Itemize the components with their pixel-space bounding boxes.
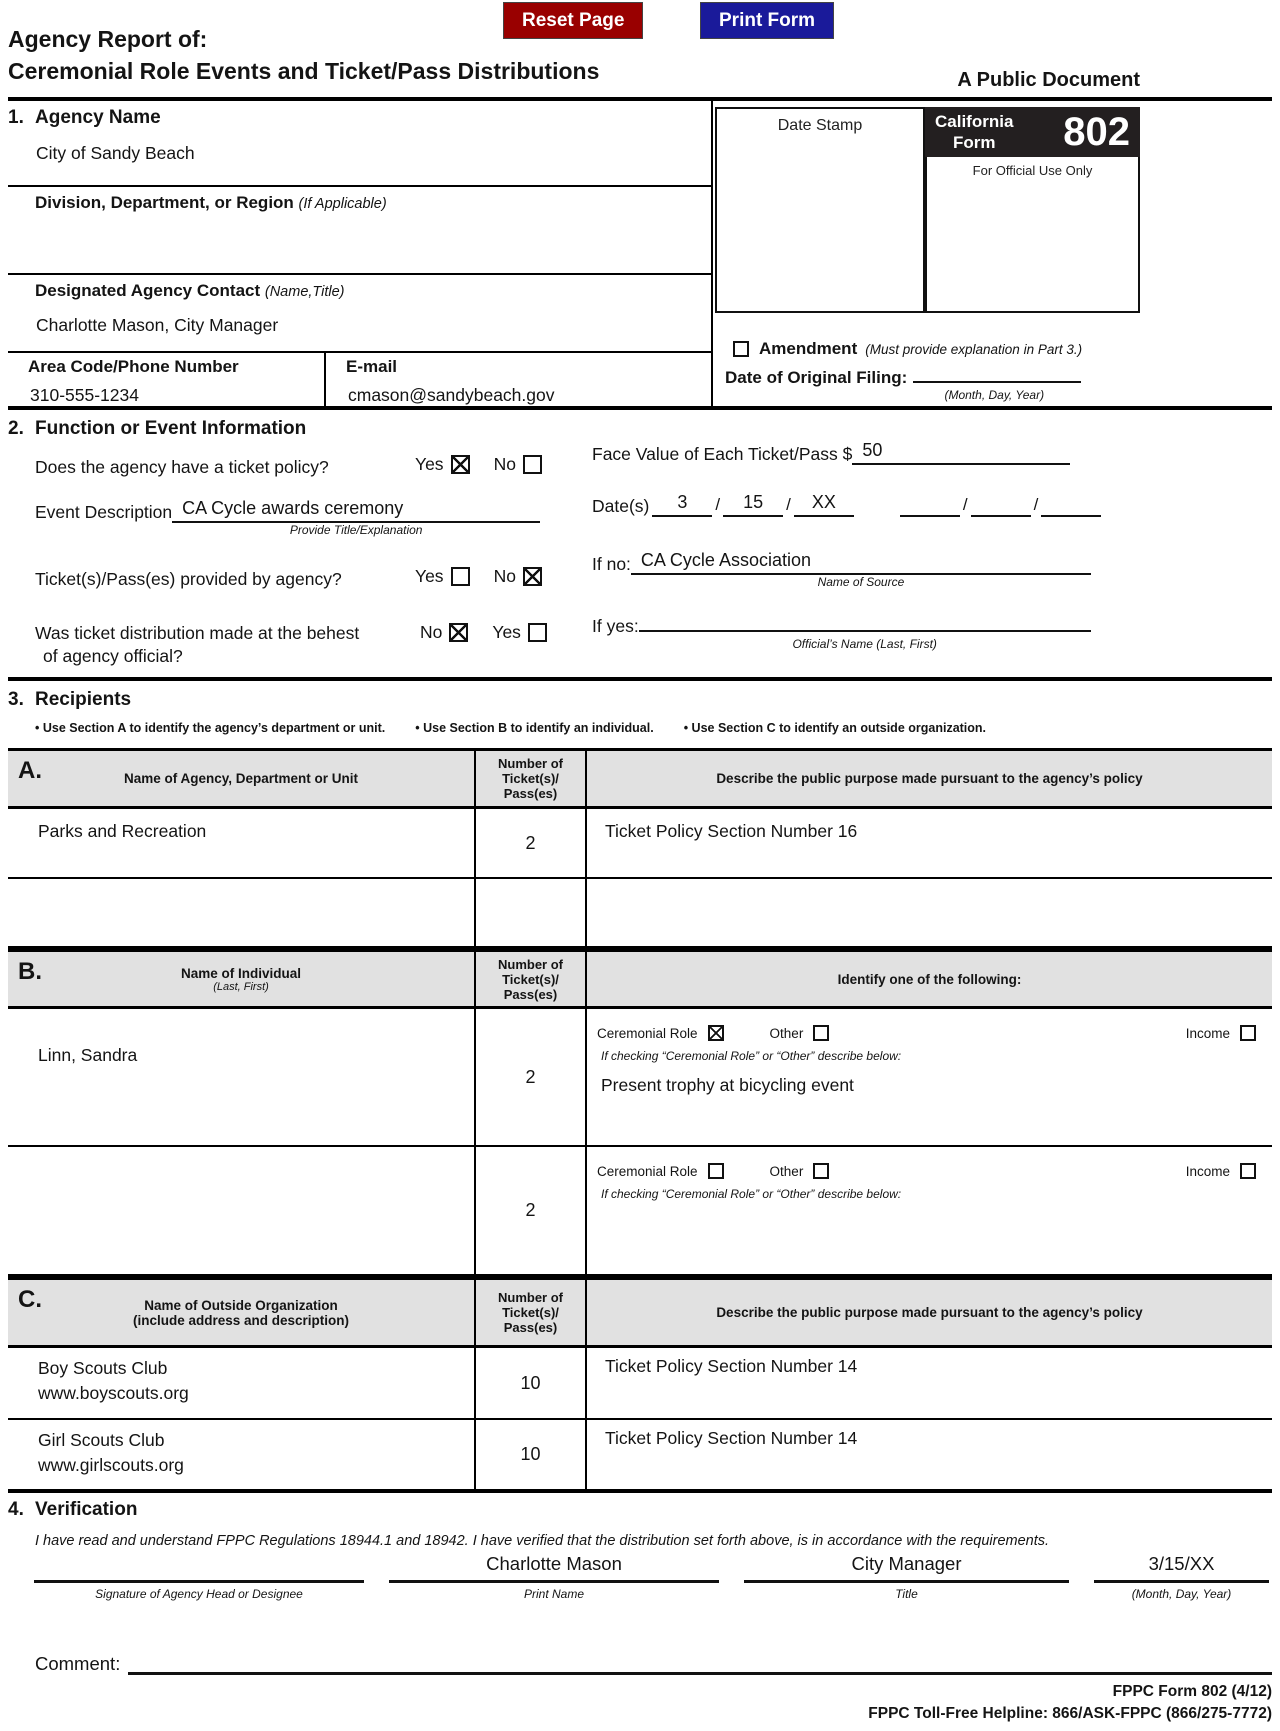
role-description-field[interactable]: Present trophy at bicycling event (601, 1075, 854, 1095)
table-c-letter: C. (18, 1286, 42, 1313)
table-b-col2-header: Number of Ticket(s)/ Pass(es) (476, 952, 587, 1006)
individual-name-field[interactable] (8, 1147, 476, 1274)
official-use-box: For Official Use Only (925, 157, 1140, 313)
no-label: No (420, 622, 443, 642)
ticket-policy-no-checkbox[interactable] (523, 455, 542, 474)
date2-day-field[interactable] (971, 513, 1031, 517)
recipients-table-a (8, 748, 1272, 949)
individual-name-field[interactable]: Linn, Sandra (8, 1009, 476, 1145)
section-3-instructions (35, 721, 1272, 735)
print-name-label: Print Name (523, 1587, 585, 1601)
form-title-line1: Agency Report of: (8, 26, 208, 52)
other-label: Other (769, 1163, 804, 1179)
ticket-count-field[interactable]: 2 (476, 809, 587, 877)
date-day-field[interactable]: 15 (723, 492, 783, 517)
phone-field[interactable]: 310-555-1234 (30, 384, 139, 405)
section-4-title: Verification (35, 1499, 138, 1520)
section-1-number: 1. (8, 107, 24, 128)
table-a-header (8, 751, 1272, 809)
organization-name-field[interactable]: Girl Scouts Club (38, 1430, 165, 1450)
original-filing-field[interactable] (913, 363, 1081, 383)
source-note: Name of Source (817, 575, 905, 589)
organization-url-field[interactable]: www.boyscouts.org (38, 1383, 189, 1403)
no-label: No (493, 454, 516, 474)
public-purpose-field[interactable]: Ticket Policy Section Number 14 (605, 1428, 858, 1448)
section-1-heading (8, 107, 711, 129)
tickets-provided-answer (415, 566, 542, 587)
section-3-recipients (8, 681, 1272, 1493)
contact-block (8, 275, 711, 353)
organization-url-field[interactable]: www.girlscouts.org (38, 1455, 184, 1475)
yes-label: Yes (492, 622, 521, 642)
public-purpose-field[interactable]: Ticket Policy Section Number 14 (605, 1356, 858, 1376)
verification-date-label: (Month, Day, Year) (1131, 1587, 1232, 1601)
public-purpose-field[interactable] (587, 879, 1272, 946)
income-label: Income (1185, 1163, 1230, 1179)
form-label: Form (952, 133, 996, 152)
date-slash: / (715, 495, 721, 514)
table-b-letter: B. (18, 958, 42, 985)
no-label: No (493, 566, 516, 586)
table-c-header (8, 1280, 1272, 1348)
ceremonial-role-checkbox[interactable] (708, 1025, 724, 1041)
table-row (8, 1009, 1272, 1147)
original-filing-row (725, 363, 1081, 402)
income-label: Income (1185, 1025, 1230, 1041)
describe-below-note: If checking “Ceremonial Role” or “Other” describe below: (601, 1049, 902, 1063)
yes-label: Yes (415, 566, 444, 586)
form-header (8, 0, 1272, 101)
ceremonial-role-label: Ceremonial Role (597, 1163, 698, 1179)
date2-month-field[interactable] (900, 513, 960, 517)
table-a-col3-header: Describe the public purpose made pursuant to the agency’s policy (716, 771, 1143, 786)
comment-label: Comment: (35, 1653, 121, 1674)
official-use-column (713, 101, 1272, 406)
california-form-badge (925, 107, 1140, 157)
ticket-policy-yes-checkbox[interactable] (451, 455, 470, 474)
ticket-count-field[interactable] (476, 879, 587, 946)
source-row (592, 550, 1091, 589)
signature-label: Signature of Agency Head or Designee (95, 1587, 303, 1601)
verification-statement: I have read and understand FPPC Regulations 18944.1 and 18942. I have verified that the distribution set forth above, is in accordance with the requirements. (35, 1533, 1050, 1549)
if-yes-label: If yes: (592, 616, 639, 636)
behest-no-checkbox[interactable] (449, 623, 468, 642)
title-field[interactable]: City Manager (744, 1553, 1069, 1583)
recipients-table-b (8, 949, 1272, 1277)
contact-note: (Name,Title) (264, 283, 345, 300)
phone-label: Area Code/Phone Number (28, 356, 239, 376)
division-note: (If Applicable) (298, 195, 387, 212)
title-label: Title (895, 1587, 918, 1601)
table-row (8, 879, 1272, 949)
contact-field[interactable]: Charlotte Mason, City Manager (36, 314, 279, 335)
source-field[interactable]: CA Cycle Association (631, 550, 1091, 575)
tickets-provided-question: Ticket(s)/Pass(es) provided by agency? (35, 569, 342, 589)
table-b-col1-note: (Last, First) (213, 980, 269, 993)
table-c-col1-note: (include address and description) (132, 1312, 350, 1328)
behest-yes-checkbox[interactable] (528, 623, 547, 642)
section-2-title: Function or Event Information (35, 418, 307, 439)
other-checkbox[interactable] (813, 1163, 829, 1179)
face-value-label: Face Value of Each Ticket/Pass $ (592, 444, 853, 464)
table-row (8, 809, 1272, 879)
agency-unit-field[interactable] (8, 879, 476, 946)
form-number: 802 (1063, 110, 1130, 154)
table-b-col3-header: Identify one of the following: (837, 971, 1022, 987)
print-name-field[interactable]: Charlotte Mason (389, 1553, 719, 1583)
official-name-note: Official’s Name (Last, First) (792, 637, 937, 651)
table-c-col1-header: Name of Outside Organization (144, 1297, 338, 1313)
dates-label: Date(s) (592, 496, 650, 516)
agency-unit-field[interactable]: Parks and Recreation (8, 809, 476, 877)
ticket-policy-question: Does the agency have a ticket policy? (35, 457, 329, 477)
form-footer (868, 1681, 1272, 1725)
date-stamp-box (715, 107, 925, 313)
event-description-label: Event Description (35, 502, 173, 522)
section-3-number: 3. (8, 689, 24, 710)
tickets-provided-no-checkbox[interactable] (523, 567, 542, 586)
instruction-b: • Use Section B to identify an individual. (415, 721, 654, 735)
email-cell (326, 353, 711, 406)
event-dates-row (592, 492, 1104, 517)
instruction-c: • Use Section C to identify an outside organization. (683, 721, 987, 735)
yes-label: Yes (415, 454, 444, 474)
income-checkbox[interactable] (1240, 1163, 1256, 1179)
section-1-agency-name (8, 101, 1272, 410)
original-filing-note: (Month, Day, Year) (944, 388, 1045, 402)
amendment-checkbox[interactable] (733, 341, 749, 357)
email-label: E-mail (346, 356, 398, 376)
tickets-provided-yes-checkbox[interactable] (451, 567, 470, 586)
ticket-count-field[interactable]: 2 (476, 1147, 587, 1274)
date-slash: / (962, 495, 968, 514)
contact-label: Designated Agency Contact (35, 280, 261, 300)
ceremonial-role-label: Ceremonial Role (597, 1025, 698, 1041)
amendment-note: (Must provide explanation in Part 3.) (865, 341, 1083, 357)
email-field[interactable]: cmason@sandybeach.gov (348, 384, 555, 405)
table-a-col1-header: Name of Agency, Department or Unit (123, 771, 359, 786)
helpline: FPPC Toll-Free Helpline: 866/ASK-FPPC (866/275-7772) (868, 1705, 1272, 1722)
ceremonial-role-checkbox[interactable] (708, 1163, 724, 1179)
section-2-number: 2. (8, 418, 24, 439)
date-slash: / (786, 495, 791, 514)
public-purpose-field[interactable]: Ticket Policy Section Number 16 (605, 821, 858, 841)
verification-date-field[interactable]: 3/15/XX (1094, 1553, 1269, 1583)
phone-cell (8, 353, 326, 406)
table-c-col3-header: Describe the public purpose made pursuant to the agency’s policy (716, 1305, 1143, 1320)
ticket-count-field[interactable]: 10 (476, 1348, 587, 1418)
official-name-field[interactable] (639, 628, 1091, 632)
section-1-title: Agency Name (35, 107, 161, 128)
table-c-col2-header: Number of Ticket(s)/ Pass(es) (476, 1280, 587, 1345)
official-name-row (592, 616, 1091, 651)
recipients-table-c (8, 1277, 1272, 1493)
behest-question: Was ticket distribution made at the behest of agency official? (35, 623, 360, 666)
amendment-label: Amendment (759, 339, 858, 358)
organization-name-field[interactable]: Boy Scouts Club (38, 1358, 168, 1378)
comment-field[interactable] (128, 1651, 1272, 1675)
face-value-field[interactable]: 50 (852, 440, 1070, 465)
date-stamp-label: Date Stamp (777, 117, 863, 134)
ticket-policy-answer (415, 454, 542, 475)
original-filing-label: Date of Original Filing: (725, 368, 908, 387)
agency-name-field[interactable]: City of Sandy Beach (36, 143, 195, 163)
form-title-line2: Ceremonial Role Events and Ticket/Pass Distributions (8, 58, 600, 84)
instruction-a: • Use Section A to identify the agency’s department or unit. (35, 721, 386, 735)
ticket-count-field[interactable]: 10 (476, 1420, 587, 1489)
event-description-field[interactable]: CA Cycle awards ceremony (172, 498, 540, 523)
section-2-event-info (8, 410, 1272, 681)
role-description-field[interactable] (601, 1213, 1272, 1235)
print-form-button[interactable]: Print Form (700, 2, 834, 39)
describe-below-note: If checking “Ceremonial Role” or “Other” describe below: (601, 1187, 902, 1201)
event-description-note: Provide Title/Explanation (289, 523, 423, 537)
signature-field[interactable] (34, 1553, 364, 1583)
california-label: California (935, 111, 1014, 131)
table-b-col1-header: Name of Individual (180, 965, 302, 981)
division-block (8, 187, 711, 275)
table-a-col2-header: Number of Ticket(s)/ Pass(es) (476, 751, 587, 806)
other-label: Other (769, 1025, 804, 1041)
table-row (8, 1348, 1272, 1420)
table-b-header (8, 952, 1272, 1009)
date2-year-field[interactable] (1041, 513, 1101, 517)
agency-name-block (8, 101, 711, 187)
income-checkbox[interactable] (1240, 1025, 1256, 1041)
other-checkbox[interactable] (813, 1025, 829, 1041)
phone-email-block (8, 353, 711, 406)
section-4-number: 4. (8, 1499, 24, 1520)
reset-page-button[interactable]: Reset Page (503, 2, 643, 39)
event-description-row (35, 498, 540, 537)
ticket-count-field[interactable]: 2 (476, 1009, 587, 1145)
form-id: FPPC Form 802 (4/12) (1112, 1683, 1272, 1700)
table-row (8, 1420, 1272, 1492)
section-4-verification (8, 1493, 1272, 1731)
face-value-row (592, 440, 1070, 465)
public-document-label: A Public Document (957, 69, 1140, 91)
signature-row (34, 1553, 1269, 1601)
if-no-label: If no: (592, 554, 631, 574)
comment-row (35, 1651, 1272, 1675)
table-a-letter: A. (18, 757, 42, 784)
agency-info-column (8, 101, 713, 406)
division-field[interactable] (36, 227, 711, 247)
date-month-field[interactable]: 3 (652, 492, 712, 517)
amendment-row (733, 339, 1082, 359)
date-year-field[interactable]: XX (794, 492, 854, 517)
section-3-title: Recipients (35, 689, 132, 710)
behest-answer (420, 622, 547, 643)
division-label: Division, Department, or Region (35, 192, 294, 212)
date-slash: / (1033, 495, 1039, 514)
table-row (8, 1147, 1272, 1277)
